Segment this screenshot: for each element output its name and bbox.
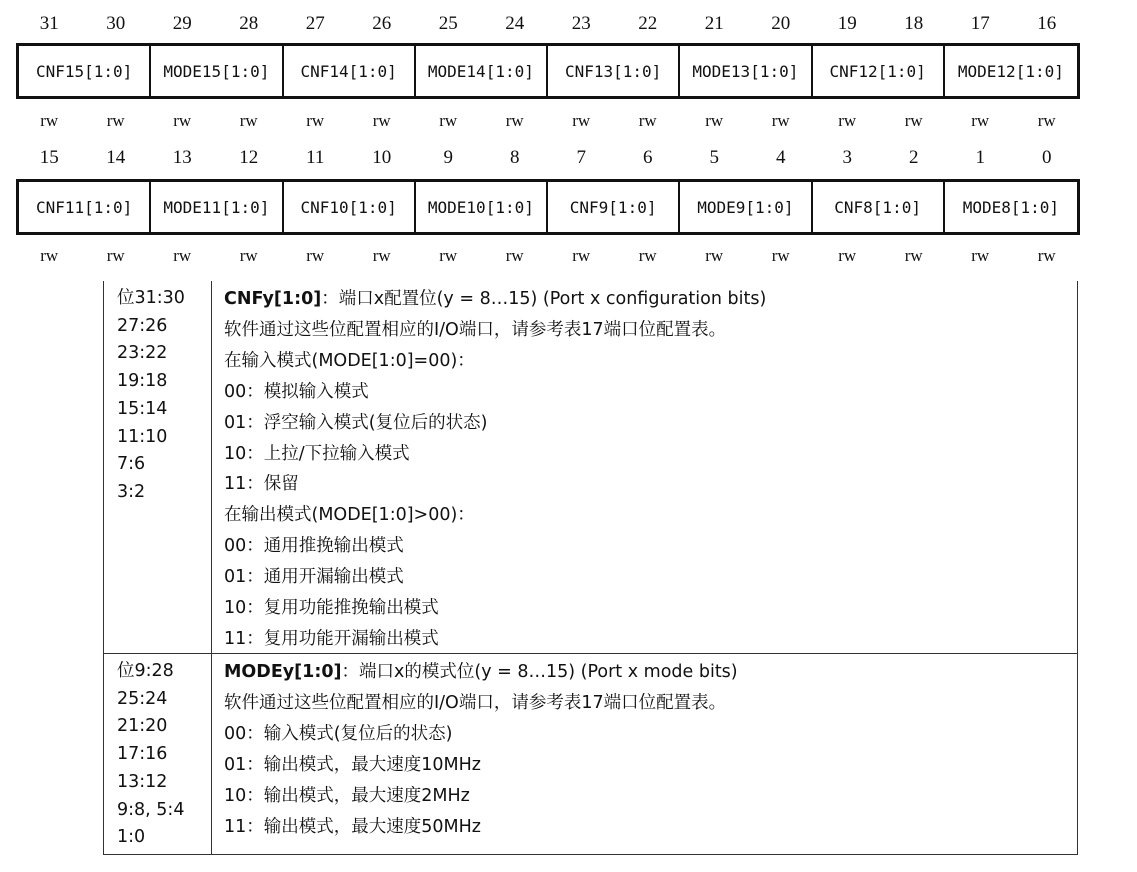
bit-number: 7 bbox=[576, 147, 586, 168]
description-line: 10：上拉/下拉输入模式 bbox=[224, 443, 410, 464]
bit-number: 13 bbox=[172, 147, 192, 168]
access-label: rw bbox=[372, 246, 391, 265]
bit-number: 23 bbox=[571, 13, 591, 34]
register-field: MODE10[1:0] bbox=[416, 182, 548, 232]
access-label: rw bbox=[173, 111, 192, 130]
access-label: rw bbox=[771, 246, 790, 265]
bit-number: 24 bbox=[505, 13, 525, 34]
access-label: rw bbox=[904, 246, 923, 265]
bit-position: 27:26 bbox=[117, 315, 168, 336]
description-line: 11：复用功能开漏输出模式 bbox=[224, 628, 439, 649]
bit-number: 15 bbox=[39, 147, 59, 168]
access-label: rw bbox=[705, 111, 724, 130]
access-label: rw bbox=[705, 246, 724, 265]
cnf-title-rest: ：端口x配置位(y = 8…15) (Port x configuration bits) bbox=[321, 289, 767, 309]
access-label: rw bbox=[239, 111, 258, 130]
register-field: CNF11[1:0] bbox=[19, 182, 151, 232]
bit-number-row-low bbox=[16, 147, 1080, 169]
access-label: rw bbox=[971, 111, 990, 130]
bit-position: 7:6 bbox=[117, 454, 146, 475]
access-label: rw bbox=[40, 246, 59, 265]
register-field: MODE15[1:0] bbox=[151, 46, 283, 96]
access-label: rw bbox=[239, 246, 258, 265]
register-fields-low bbox=[16, 179, 1080, 235]
bit-number: 1 bbox=[975, 147, 985, 168]
bit-number: 4 bbox=[776, 147, 786, 168]
bit-number: 21 bbox=[704, 13, 724, 34]
access-label: rw bbox=[439, 111, 458, 130]
access-label: rw bbox=[638, 111, 657, 130]
bit-position: 位31:30 bbox=[117, 288, 185, 308]
description-line: 10：复用功能推挽输出模式 bbox=[224, 598, 439, 619]
register-field: MODE9[1:0] bbox=[680, 182, 812, 232]
mode-title-name: MODEy[1:0] bbox=[224, 662, 342, 682]
bit-number: 3 bbox=[842, 147, 852, 168]
bit-number: 22 bbox=[638, 13, 658, 34]
bit-number: 11 bbox=[306, 147, 325, 168]
mode-title bbox=[224, 657, 1077, 688]
access-label: rw bbox=[1037, 111, 1056, 130]
description-line: 软件通过这些位配置相应的I/O端口，请参考表17端口位配置表。 bbox=[224, 692, 727, 713]
cnf-lines bbox=[224, 315, 1077, 655]
access-label: rw bbox=[106, 246, 125, 265]
bit-number: 19 bbox=[837, 13, 857, 34]
mode-title-rest: ：端口x的模式位(y = 8…15) (Port x mode bits) bbox=[341, 662, 738, 682]
register-field: MODE11[1:0] bbox=[151, 182, 283, 232]
access-label: rw bbox=[505, 111, 524, 130]
bit-position: 9:8, 5:4 bbox=[117, 799, 185, 820]
bit-number: 12 bbox=[239, 147, 259, 168]
cnf-description bbox=[212, 281, 1077, 653]
access-label: rw bbox=[173, 246, 192, 265]
bit-number: 5 bbox=[709, 147, 719, 168]
description-line: 10：输出模式，最大速度2MHz bbox=[224, 785, 470, 806]
access-row-high bbox=[16, 111, 1080, 131]
access-label: rw bbox=[1037, 246, 1056, 265]
bit-position: 23:22 bbox=[117, 343, 168, 364]
register-field: CNF10[1:0] bbox=[284, 182, 416, 232]
access-label: rw bbox=[838, 246, 857, 265]
cnf-title bbox=[224, 284, 1077, 315]
description-line: 00：输入模式(复位后的状态) bbox=[224, 723, 453, 744]
bit-position: 21:20 bbox=[117, 716, 168, 737]
bit-position: 13:12 bbox=[117, 771, 168, 792]
bit-number: 31 bbox=[39, 13, 59, 34]
mode-description-row bbox=[104, 653, 1077, 854]
register-field: CNF9[1:0] bbox=[548, 182, 680, 232]
bit-number: 17 bbox=[970, 13, 990, 34]
access-label: rw bbox=[439, 246, 458, 265]
bit-position: 位9:28 bbox=[117, 661, 174, 681]
register-field: CNF8[1:0] bbox=[813, 182, 945, 232]
cnf-bit-positions bbox=[104, 281, 212, 653]
access-label: rw bbox=[372, 111, 391, 130]
bit-number: 20 bbox=[771, 13, 791, 34]
bit-number: 16 bbox=[1037, 13, 1057, 34]
access-label: rw bbox=[638, 246, 657, 265]
bit-number: 6 bbox=[643, 147, 653, 168]
description-line: 00：模拟输入模式 bbox=[224, 381, 369, 402]
register-fields-high bbox=[16, 43, 1080, 99]
description-line: 软件通过这些位配置相应的I/O端口，请参考表17端口位配置表。 bbox=[224, 319, 727, 340]
register-field: CNF14[1:0] bbox=[284, 46, 416, 96]
register-field: MODE13[1:0] bbox=[680, 46, 812, 96]
bit-number: 30 bbox=[106, 13, 126, 34]
bit-position: 19:18 bbox=[117, 371, 168, 392]
bit-number: 18 bbox=[904, 13, 924, 34]
description-line: 在输出模式(MODE[1:0]>00)： bbox=[224, 505, 475, 526]
access-label: rw bbox=[572, 111, 591, 130]
register-field: MODE14[1:0] bbox=[416, 46, 548, 96]
bit-number: 29 bbox=[172, 13, 192, 34]
register-field: CNF13[1:0] bbox=[548, 46, 680, 96]
bit-number: 2 bbox=[909, 147, 919, 168]
bit-number: 0 bbox=[1042, 147, 1052, 168]
access-label: rw bbox=[505, 246, 524, 265]
bit-position: 3:2 bbox=[117, 481, 146, 502]
cnf-title-name: CNFy[1:0] bbox=[224, 289, 322, 309]
bit-position: 25:24 bbox=[117, 688, 168, 709]
description-line: 在输入模式(MODE[1:0]=00)： bbox=[224, 350, 475, 371]
description-line: 11：输出模式，最大速度50MHz bbox=[224, 816, 481, 837]
description-line: 11：保留 bbox=[224, 474, 299, 495]
description-line: 01：浮空输入模式(复位后的状态) bbox=[224, 412, 488, 433]
bit-number: 25 bbox=[438, 13, 458, 34]
bit-position: 17:16 bbox=[117, 744, 168, 765]
access-label: rw bbox=[971, 246, 990, 265]
bit-number: 28 bbox=[239, 13, 259, 34]
access-label: rw bbox=[306, 246, 325, 265]
bit-position: 1:0 bbox=[117, 827, 146, 848]
access-label: rw bbox=[40, 111, 59, 130]
description-line: 01：通用开漏输出模式 bbox=[224, 567, 404, 588]
access-label: rw bbox=[904, 111, 923, 130]
access-label: rw bbox=[106, 111, 125, 130]
mode-bit-positions bbox=[104, 654, 212, 854]
description-line: 00：通用推挽输出模式 bbox=[224, 536, 404, 557]
mode-description bbox=[212, 654, 1077, 854]
bit-position: 11:10 bbox=[117, 426, 168, 447]
mode-lines bbox=[224, 688, 1077, 843]
cnf-description-row bbox=[104, 281, 1077, 653]
register-field: CNF12[1:0] bbox=[813, 46, 945, 96]
bit-number: 8 bbox=[510, 147, 520, 168]
bit-number: 9 bbox=[443, 147, 453, 168]
bit-number: 27 bbox=[305, 13, 325, 34]
register-field: MODE12[1:0] bbox=[957, 61, 1064, 81]
access-label: rw bbox=[771, 111, 790, 130]
access-row-low bbox=[16, 246, 1080, 266]
access-label: rw bbox=[306, 111, 325, 130]
bit-position: 15:14 bbox=[117, 398, 168, 419]
bit-number-row-high bbox=[16, 13, 1080, 35]
register-field: MODE8[1:0] bbox=[962, 197, 1060, 217]
description-line: 01：输出模式，最大速度10MHz bbox=[224, 754, 481, 775]
bit-number: 14 bbox=[106, 147, 126, 168]
access-label: rw bbox=[838, 111, 857, 130]
access-label: rw bbox=[572, 246, 591, 265]
bit-description-table bbox=[103, 281, 1078, 855]
bit-number: 10 bbox=[372, 147, 392, 168]
bit-number: 26 bbox=[372, 13, 392, 34]
register-field: CNF15[1:0] bbox=[19, 46, 151, 96]
